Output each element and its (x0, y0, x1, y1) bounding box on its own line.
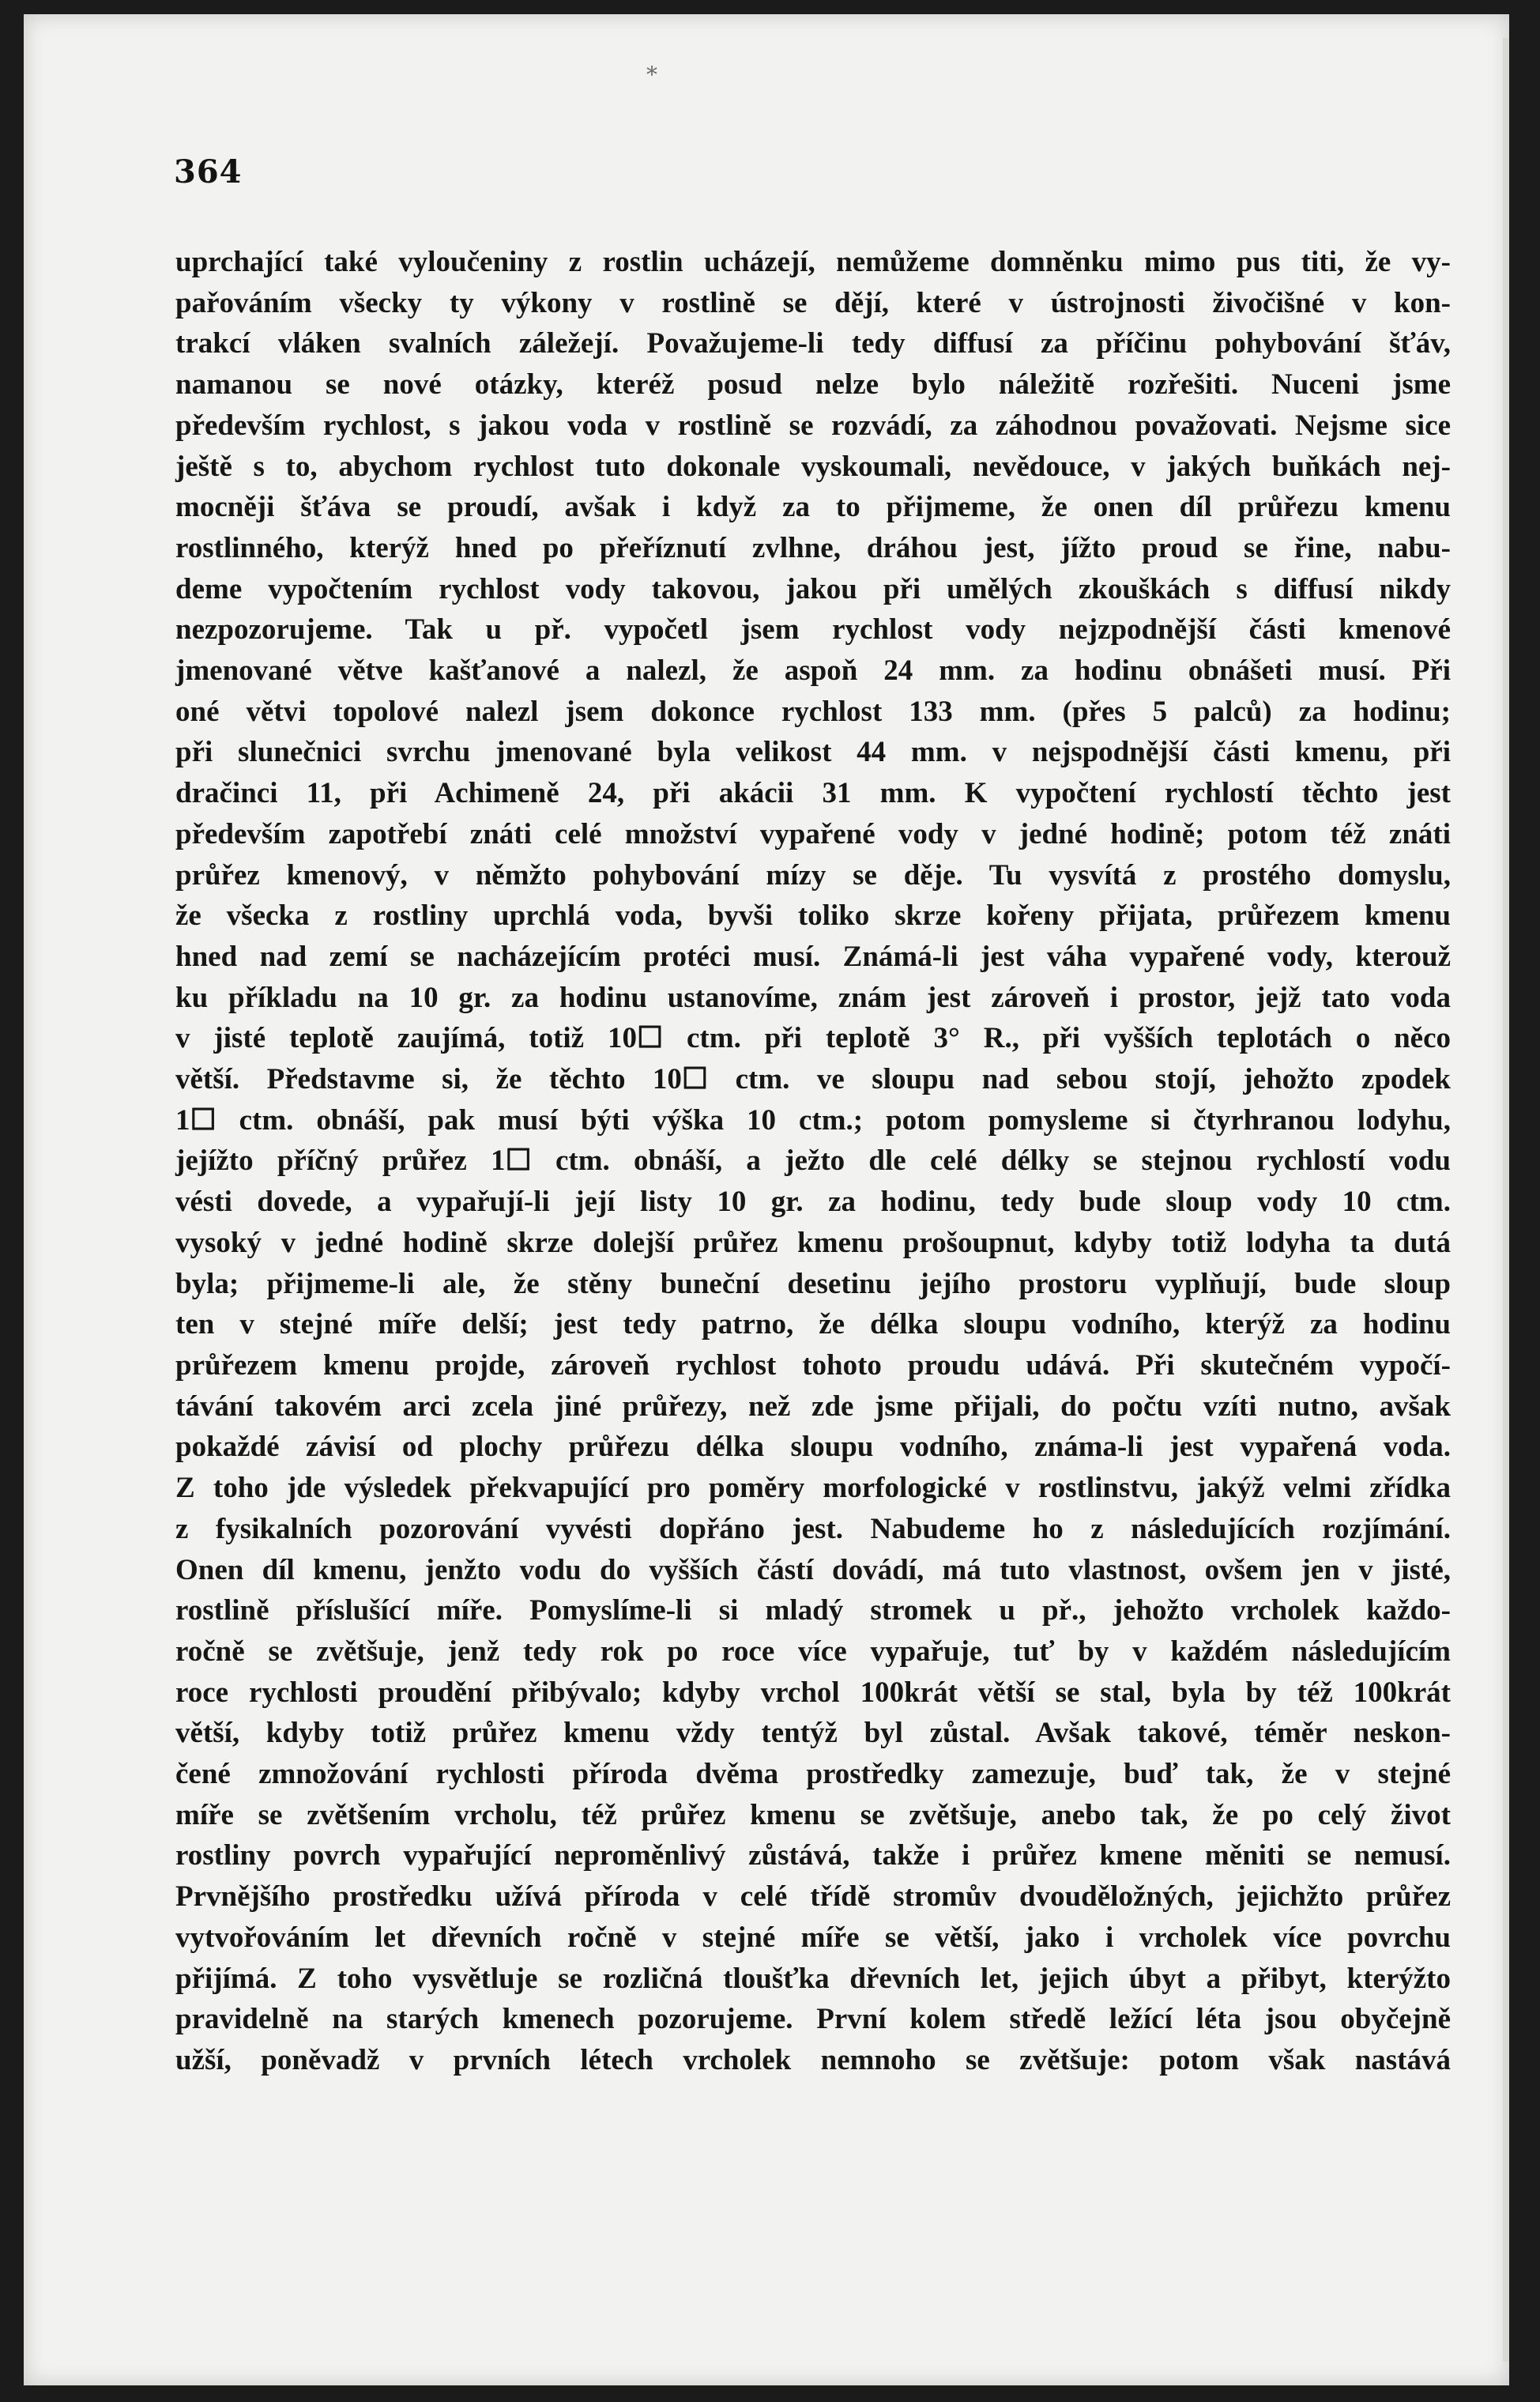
text-line: jejížto příčný průřez 1☐ ctm. obnáší, a ježto dle celé délky se stejnou rychlostí vodu (175, 1144, 1451, 1178)
text-line: především rychlost, s jakou voda v rostlině se rozvádí, za záhodnou považovati. Nejsme sice (175, 409, 1451, 442)
text-line: z fysikalních pozorování vyvésti dopřáno jest. Nabudeme ho z následujících rozjímání. (175, 1512, 1451, 1545)
text-line: Onen díl kmenu, jenžto vodu do vyšších částí dovádí, má tuto vlastnost, ovšem jen v jisté, (175, 1553, 1451, 1586)
text-line: 1☐ ctm. obnáší, pak musí býti výška 10 ctm.; potom pomysleme si čtyrhranou lodyhu, (175, 1103, 1451, 1137)
text-line: míře se zvětšením vrcholu, též průřez kmenu se zvětšuje, anebo tak, že po celý život (175, 1798, 1451, 1831)
book-page (24, 14, 1509, 2385)
text-line: čené zmnožování rychlosti příroda dvěma prostředky zamezuje, buď tak, že v stejné (175, 1758, 1451, 1791)
text-line: deme vypočtením rychlost vody takovou, jakou při umělých zkouškách s diffusí nikdy (175, 572, 1451, 605)
text-line: rostlinného, kterýž hned po přeříznutí zvlhne, dráhou jest, jížto proud se řine, nabu- (175, 531, 1451, 564)
text-line: trakcí vláken svalních záležejí. Považujeme-li tedy diffusí za příčinu pohybování šťáv, (175, 327, 1451, 360)
text-line: jmenované větve kašťanové a nalezl, že aspoň 24 mm. za hodinu obnášeti musí. Při (175, 654, 1451, 688)
text-line: hned nad zemí se nacházejícím protéci musí. Známá-li jest váha vypařené vody, kterouž (175, 940, 1451, 973)
page-edge (1503, 38, 1509, 2362)
text-line: Prvnějšího prostředku užívá příroda v celé třídě stromův dvouděložných, jejichžto průřez (175, 1880, 1451, 1914)
text-line: přijímá. Z toho vysvětluje se rozličná tloušťka dřevních let, jejich úbyt a přibyt, kterýžto (175, 1962, 1451, 1995)
text-line: pravidelně na starých kmenech pozorujeme. První kolem středě ležící léta jsou obyčejně (175, 2003, 1451, 2036)
text-line: průřez kmenový, v němžto pohybování mízy se děje. Tu vysvítá z prostého domyslu, (175, 858, 1451, 892)
text-line: užší, poněvadž v prvních létech vrcholek nemnoho se zvětšuje: potom však nastává (175, 2043, 1451, 2076)
text-line: byla; přijmeme-li ale, že stěny buneční desetinu jejího prostoru vyplňují, bude sloup (175, 1267, 1451, 1300)
text-line: především zapotřebí znáti celé množství vypařené vody v jedné hodině; potom též znáti (175, 817, 1451, 850)
text-line: oné větvi topolové nalezl jsem dokonce rychlost 133 mm. (přes 5 palců) za hodinu; (175, 695, 1451, 728)
page-mark: * (646, 62, 657, 88)
text-line: průřezem kmenu projde, zároveň rychlost tohoto proudu udává. Při skutečném vypočí- (175, 1348, 1451, 1382)
text-line: ku příkladu na 10 gr. za hodinu ustanovíme, znám jest zároveň i prostor, jejž tato voda (175, 981, 1451, 1014)
text-line: namanou se nové otázky, kteréž posud nelze bylo náležitě rozřešiti. Nuceni jsme (175, 368, 1451, 402)
text-line: v jisté teplotě zaujímá, totiž 10☐ ctm. při teplotě 3° R., při vyšších teplotách o něco (175, 1022, 1451, 1055)
text-line: při slunečnici svrchu jmenované byla velikost 44 mm. v nejspodnější části kmenu, při (175, 736, 1451, 769)
text-line: mocněji šťáva se proudí, avšak i když za to přijmeme, že onen díl průřezu kmenu (175, 491, 1451, 524)
text-line: Z toho jde výsledek překvapující pro poměry morfologické v rostlinstvu, jakýž velmi zřídka (175, 1472, 1451, 1505)
text-line: dračinci 11, při Achimeně 24, při akácii 31 mm. K vypočtení rychlostí těchto jest (175, 777, 1451, 810)
text-line: uprchající také vyloučeniny z rostlin ucházejí, nemůžeme domněnku mimo pus titi, že vy- (175, 246, 1451, 278)
text-line: větší. Představme si, že těchto 10☐ ctm. ve sloupu nad sebou stojí, jehožto zpodek (175, 1063, 1451, 1096)
text-line: rostliny povrch vypařující neproměnlivý zůstává, takže i průřez kmene měniti se nemusí. (175, 1839, 1451, 1872)
text-line: ročně se zvětšuje, jenž tedy rok po roce více vypařuje, tuť by v každém následujícím (175, 1635, 1451, 1668)
text-line: pokaždé závisí od plochy průřezu délka sloupu vodního, známa-li jest vypařená voda. (175, 1431, 1451, 1464)
text-line: větší, kdyby totiž průřez kmenu vždy tentýž byl zůstal. Avšak takové, téměr neskon- (175, 1717, 1451, 1750)
text-line: pařováním všecky ty výkony v rostlině se dějí, které v ústrojnosti živočišné v kon- (175, 286, 1451, 319)
text-line: vytvořováním let dřevních ročně v stejné míře se větší, jako i vrcholek více povrchu (175, 1921, 1451, 1954)
text-line: vysoký v jedné hodině skrze dolejší průřez kmenu prošoupnut, kdyby totiž lodyha ta dutá (175, 1226, 1451, 1259)
body-text (175, 242, 1451, 2081)
text-line: roce rychlosti proudění přibývalo; kdyby vrchol 100krát větší se stal, byla by též 100krát (175, 1676, 1451, 1709)
text-line: nezpozorujeme. Tak u př. vypočetl jsem rychlost vody nejzpodnější části kmenové (175, 613, 1451, 647)
text-line: že všecka z rostliny uprchlá voda, byvši toliko skrze kořeny přijata, průřezem kmenu (175, 899, 1451, 933)
text-line: távání takovém arci zcela jiné průřezy, než zde jsme přijali, do počtu vzíti nutno, avšak (175, 1390, 1451, 1423)
text-line: ještě s to, abychom rychlost tuto dokonale vyskoumali, nevědouce, v jakých buňkách nej- (175, 450, 1451, 483)
text-line: ten v stejné míře delší; jest tedy patrno, že délka sloupu vodního, kterýž za hodinu (175, 1308, 1451, 1341)
page-number: 364 (174, 153, 243, 190)
text-line: rostlině příslušící míře. Pomyslíme-li si mladý stromek u př., jehožto vrcholek každo- (175, 1594, 1451, 1627)
text-line: vésti dovede, a vypařují-li její listy 10 gr. za hodinu, tedy bude sloup vody 10 ctm. (175, 1186, 1451, 1219)
